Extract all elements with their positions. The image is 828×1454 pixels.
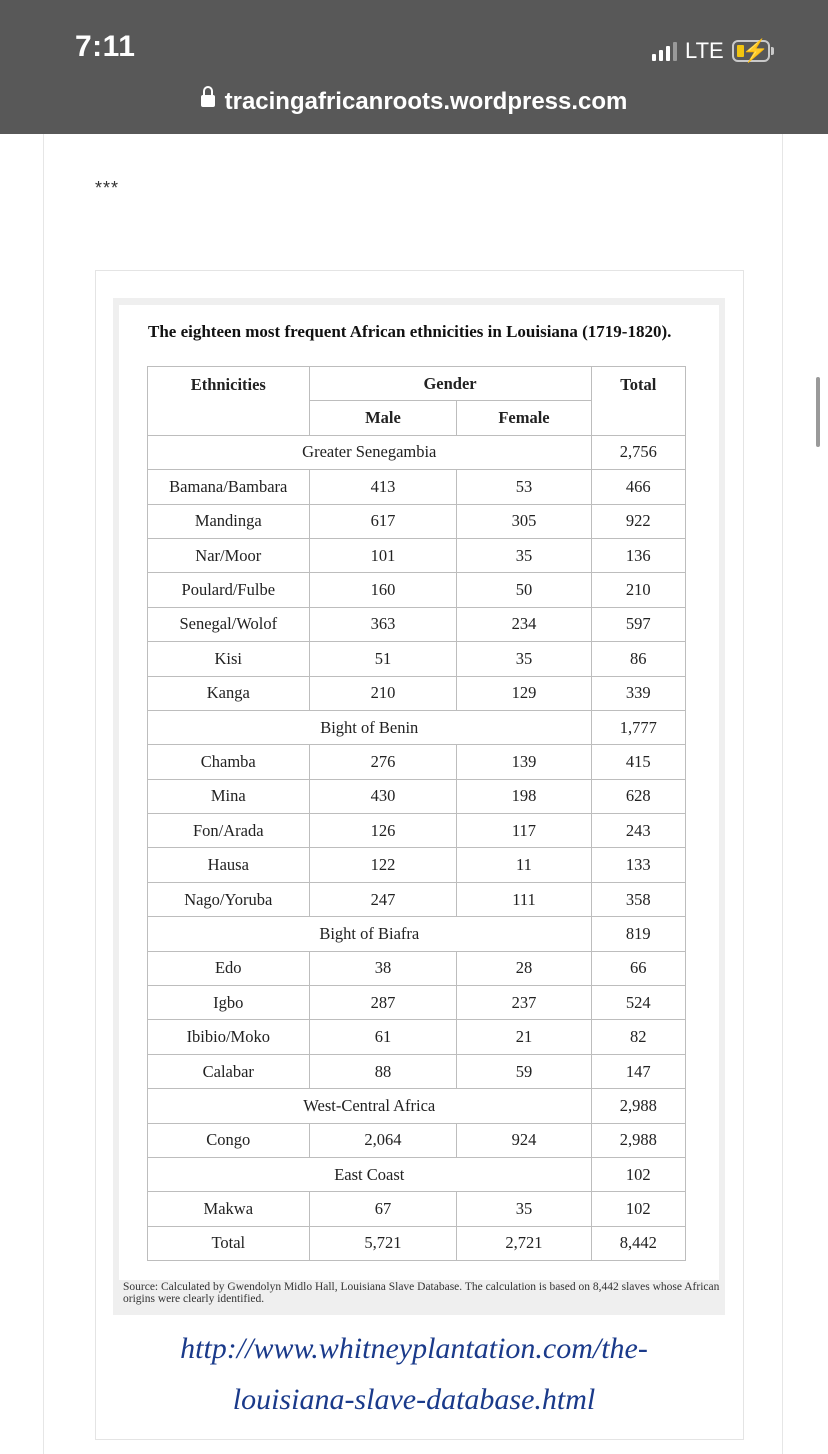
row-total: 82 [591, 1020, 685, 1054]
figure-image [113, 298, 725, 1315]
group-total: 2,988 [591, 1089, 685, 1123]
row-total: 136 [591, 538, 685, 572]
table-body [148, 435, 686, 1260]
grand-total-total: 8,442 [591, 1226, 685, 1260]
group-row [148, 1157, 686, 1191]
table-row [148, 1192, 686, 1226]
address-bar[interactable] [0, 88, 828, 116]
male-count: 67 [309, 1192, 457, 1226]
male-count: 51 [309, 642, 457, 676]
group-name: East Coast [148, 1157, 592, 1191]
group-row [148, 710, 686, 744]
group-name: Bight of Biafra [148, 917, 592, 951]
male-count: 101 [309, 538, 457, 572]
database-link-line2[interactable]: louisiana-slave-database.html [232, 1383, 596, 1416]
male-count: 617 [309, 504, 457, 538]
ethnicity-name: Fon/Arada [148, 814, 310, 848]
ethnicity-name: Nar/Moor [148, 538, 310, 572]
male-count: 88 [309, 1054, 457, 1088]
ethnicity-name: Hausa [148, 848, 310, 882]
table-row [148, 848, 686, 882]
female-count: 237 [457, 986, 591, 1020]
row-total: 415 [591, 745, 685, 779]
table-row [148, 745, 686, 779]
table-row [148, 779, 686, 813]
ethnicity-name: Nago/Yoruba [148, 882, 310, 916]
male-count: 247 [309, 882, 457, 916]
row-total: 628 [591, 779, 685, 813]
table-row [148, 1123, 686, 1157]
url-text: tracingafricanroots.wordpress.com [224, 88, 628, 115]
scrollbar[interactable] [816, 377, 820, 447]
table-row [148, 573, 686, 607]
signal-icon [652, 41, 677, 61]
female-count: 305 [457, 504, 591, 538]
header-total: Total [591, 367, 685, 436]
male-count: 38 [309, 951, 457, 985]
status-icons [652, 36, 774, 66]
grand-total-row [148, 1226, 686, 1260]
female-count: 11 [457, 848, 591, 882]
female-count: 21 [457, 1020, 591, 1054]
table-row [148, 470, 686, 504]
male-count: 126 [309, 814, 457, 848]
status-bar [0, 0, 828, 134]
group-total: 819 [591, 917, 685, 951]
male-count: 160 [309, 573, 457, 607]
female-count: 129 [457, 676, 591, 710]
ethnicity-table [147, 366, 686, 1261]
row-total: 243 [591, 814, 685, 848]
ethnicity-name: Igbo [148, 986, 310, 1020]
female-count: 234 [457, 607, 591, 641]
female-count: 111 [457, 882, 591, 916]
ethnicity-name: Ibibio/Moko [148, 1020, 310, 1054]
header-male: Male [309, 401, 457, 435]
group-row [148, 435, 686, 469]
row-total: 466 [591, 470, 685, 504]
ethnicity-name: Chamba [148, 745, 310, 779]
female-count: 28 [457, 951, 591, 985]
ethnicity-name: Kanga [148, 676, 310, 710]
table-row [148, 986, 686, 1020]
header-ethnicities: Ethnicities [148, 367, 310, 436]
ethnicity-name: Congo [148, 1123, 310, 1157]
group-total: 2,756 [591, 435, 685, 469]
header-gender: Gender [309, 367, 591, 401]
female-count: 198 [457, 779, 591, 813]
female-count: 59 [457, 1054, 591, 1088]
row-total: 358 [591, 882, 685, 916]
table-row [148, 951, 686, 985]
row-total: 66 [591, 951, 685, 985]
table-row [148, 538, 686, 572]
row-total: 2,988 [591, 1123, 685, 1157]
male-count: 287 [309, 986, 457, 1020]
female-count: 35 [457, 642, 591, 676]
table-row [148, 1054, 686, 1088]
lock-icon [201, 95, 215, 107]
male-count: 413 [309, 470, 457, 504]
separator: *** [95, 178, 120, 198]
male-count: 2,064 [309, 1123, 457, 1157]
row-total: 133 [591, 848, 685, 882]
table-row [148, 676, 686, 710]
table-row [148, 1020, 686, 1054]
grand-total-female: 2,721 [457, 1226, 591, 1260]
row-total: 922 [591, 504, 685, 538]
figure-title: The eighteen most frequent African ethnicities in Louisiana (1719-1820). [148, 322, 672, 341]
group-name: Bight of Benin [148, 710, 592, 744]
female-count: 117 [457, 814, 591, 848]
row-total: 147 [591, 1054, 685, 1088]
network-type: LTE [685, 38, 724, 63]
table-row [148, 607, 686, 641]
ethnicity-name: Mina [148, 779, 310, 813]
male-count: 363 [309, 607, 457, 641]
female-count: 924 [457, 1123, 591, 1157]
row-total: 524 [591, 986, 685, 1020]
female-count: 35 [457, 1192, 591, 1226]
group-name: Greater Senegambia [148, 435, 592, 469]
grand-total-male: 5,721 [309, 1226, 457, 1260]
ethnicity-name: Senegal/Wolof [148, 607, 310, 641]
table-row [148, 882, 686, 916]
group-name: West-Central Africa [148, 1089, 592, 1123]
ethnicity-name: Bamana/Bambara [148, 470, 310, 504]
male-count: 122 [309, 848, 457, 882]
ethnicity-name: Calabar [148, 1054, 310, 1088]
table-row [148, 642, 686, 676]
male-count: 430 [309, 779, 457, 813]
figure-source: Source: Calculated by Gwendolyn Midlo Hall, Louisiana Slave Database. The calculation is based on 8,442 slaves whose African origins were clearly identified. [123, 1281, 720, 1305]
database-link-line1[interactable]: http://www.whitneyplantation.com/the- [180, 1332, 648, 1365]
female-count: 53 [457, 470, 591, 504]
table-row [148, 504, 686, 538]
row-total: 102 [591, 1192, 685, 1226]
table-row [148, 814, 686, 848]
battery-icon: ⚡ [732, 40, 770, 62]
female-count: 139 [457, 745, 591, 779]
ethnicity-name: Mandinga [148, 504, 310, 538]
female-count: 50 [457, 573, 591, 607]
female-count: 35 [457, 538, 591, 572]
row-total: 210 [591, 573, 685, 607]
header-female: Female [457, 401, 591, 435]
clock: 7:11 [75, 30, 136, 63]
ethnicity-name: Kisi [148, 642, 310, 676]
group-row [148, 917, 686, 951]
row-total: 339 [591, 676, 685, 710]
row-total: 86 [591, 642, 685, 676]
male-count: 210 [309, 676, 457, 710]
ethnicity-name: Poulard/Fulbe [148, 573, 310, 607]
grand-total-label: Total [148, 1226, 310, 1260]
male-count: 61 [309, 1020, 457, 1054]
ethnicity-name: Edo [148, 951, 310, 985]
group-total: 102 [591, 1157, 685, 1191]
row-total: 597 [591, 607, 685, 641]
group-row [148, 1089, 686, 1123]
ethnicity-name: Makwa [148, 1192, 310, 1226]
male-count: 276 [309, 745, 457, 779]
group-total: 1,777 [591, 710, 685, 744]
